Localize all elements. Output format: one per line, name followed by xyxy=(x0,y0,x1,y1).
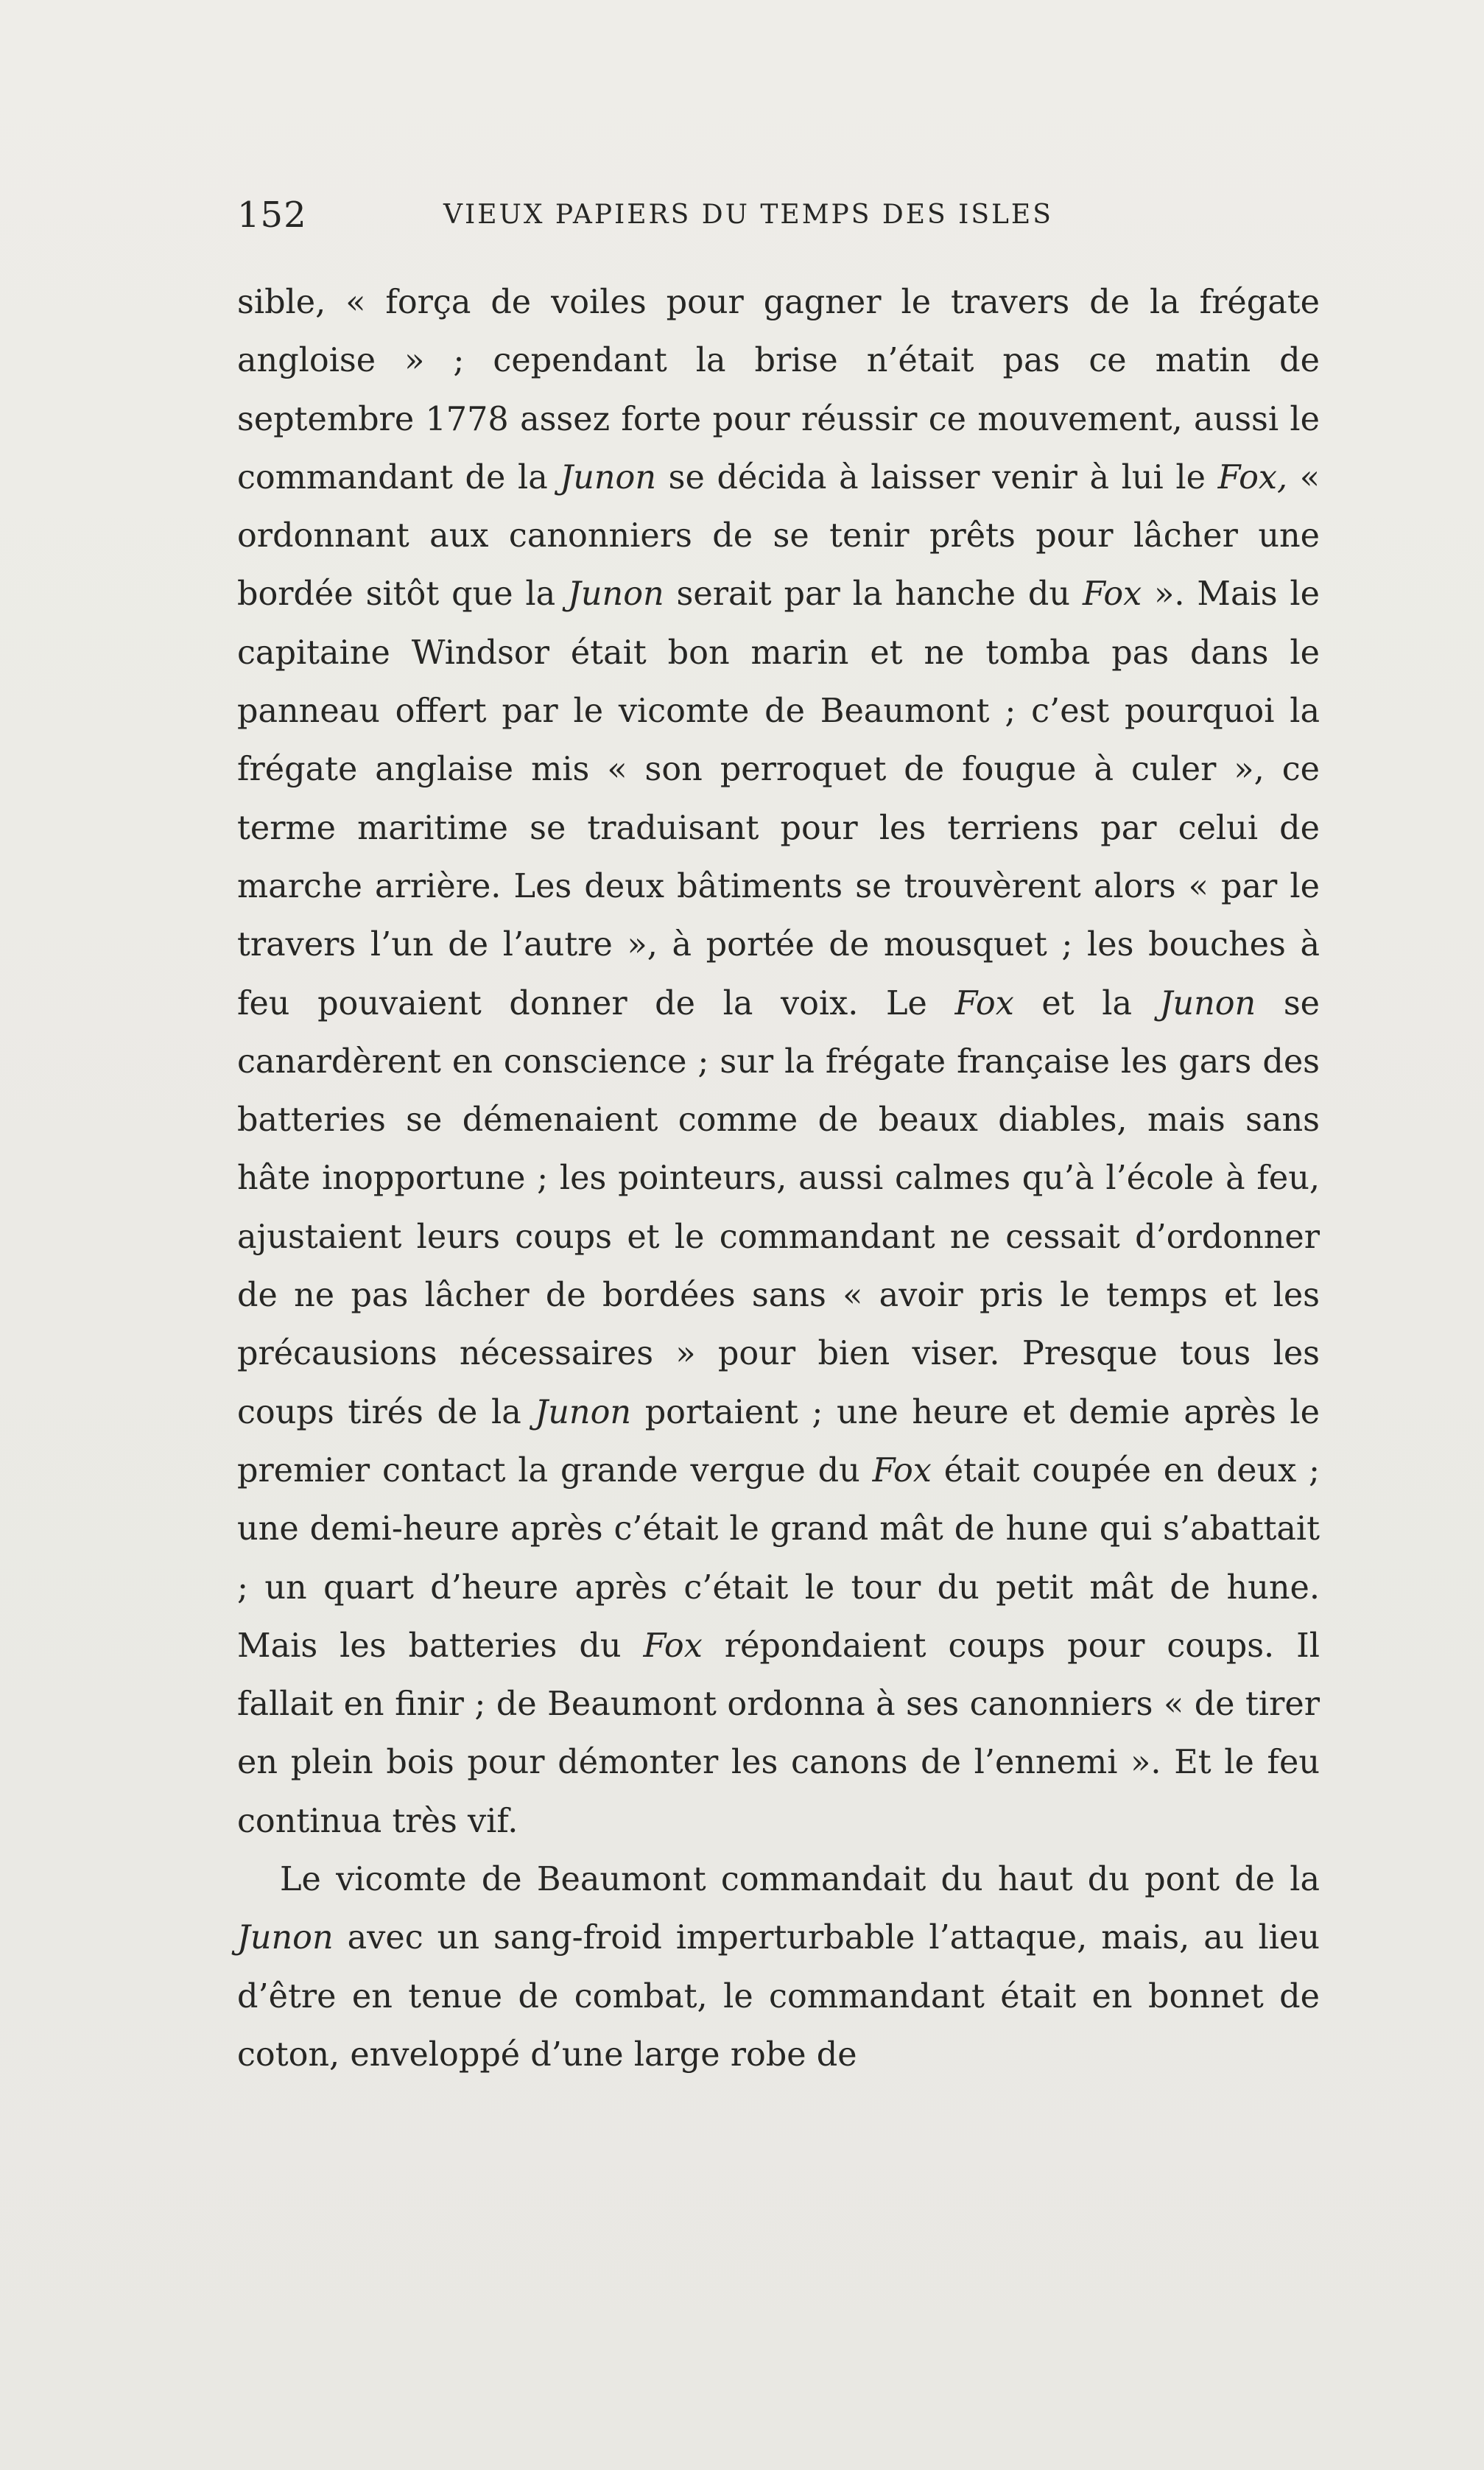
ship-name: Fox, xyxy=(1217,458,1288,497)
text-run: ». Mais le capitaine Windsor était bon marin et ne tomba pas dans le panneau offert par le vicomte de Beaumont ; c’est pourquoi la frégate anglaise mis « son perroquet de fougue à culer », ce terme maritime se traduisant pour les terriens par celui de marche arrière. Les deux bâtiments se trouvèrent alors « par le travers l’un de l’autre », à portée de mousquet ; les bouches à feu pouvaient donner de la voix. Le xyxy=(237,575,1320,1022)
ship-name: Fox xyxy=(1082,575,1142,614)
ship-name: Junon xyxy=(535,1393,632,1431)
text-run: « ordonnant aux canonniers de se tenir prêts pour lâcher une bordée sitôt que la xyxy=(237,458,1320,614)
text-run: serait par la hanche du xyxy=(664,575,1083,614)
ship-name: Junon xyxy=(560,458,656,497)
paragraph xyxy=(237,273,1320,1850)
body-text xyxy=(237,273,1320,2084)
running-head xyxy=(237,193,1320,237)
page-number: 152 xyxy=(237,194,307,236)
ship-name: Fox xyxy=(954,984,1014,1022)
text-run: était coupée en deux ; une demi-heure après c’était le grand mât de hune qui s’abattait ; un quart d’heure après c’était le tour du petit mât de hune. Mais les batteries du xyxy=(237,1451,1321,1665)
text-run: répondaient coups pour coups. Il fallait en finir ; de Beaumont ordonna à ses canonniers « de tirer en plein bois pour démonter les canons de l’ennemi ». Et le feu continua très vif. xyxy=(237,1627,1320,1840)
text-run: se décida à laisser venir à lui le xyxy=(656,458,1218,497)
text-run: et la xyxy=(1013,984,1160,1022)
text-run: Le vicomte de Beaumont commandait du haut du pont de la xyxy=(280,1861,1320,1899)
text-run: se canardèrent en conscience ; sur la frégate française les gars des batteries se démenaient comme de beaux diables, mais sans hâte inopportune ; les pointeurs, aussi calmes qu’à l’école à feu, ajustaient leurs coups et le commandant ne cessait d’ordonner de ne pas lâcher de bordées sans « avoir pris le temps et les précausions nécessaires » pour bien viser. Presque tous les coups tirés de la xyxy=(237,984,1320,1431)
text-run: avec un sang-froid imperturbable l’attaque, mais, au lieu d’être en tenue de combat, le commandant était en bonnet de coton, enveloppé d’une large robe de xyxy=(237,1919,1320,2074)
running-title: VIEUX PAPIERS DU TEMPS DES ISLES xyxy=(443,200,1053,230)
ship-name: Junon xyxy=(1159,984,1256,1022)
ship-name: Junon xyxy=(237,1919,334,1957)
paragraph xyxy=(237,1850,1320,2084)
ship-name: Fox xyxy=(643,1627,703,1665)
ship-name: Fox xyxy=(872,1451,932,1490)
text-run: sible, « força de voiles pour gagner le travers de la frégate angloise » ; cependant la brise n’était pas ce matin de septembre 1778 assez forte pour réussir ce mouvement, aussi le commandant de la xyxy=(237,284,1320,497)
text-run: portaient ; une heure et demie après le premier contact la grande vergue du xyxy=(237,1393,1320,1490)
ship-name: Junon xyxy=(568,575,664,614)
